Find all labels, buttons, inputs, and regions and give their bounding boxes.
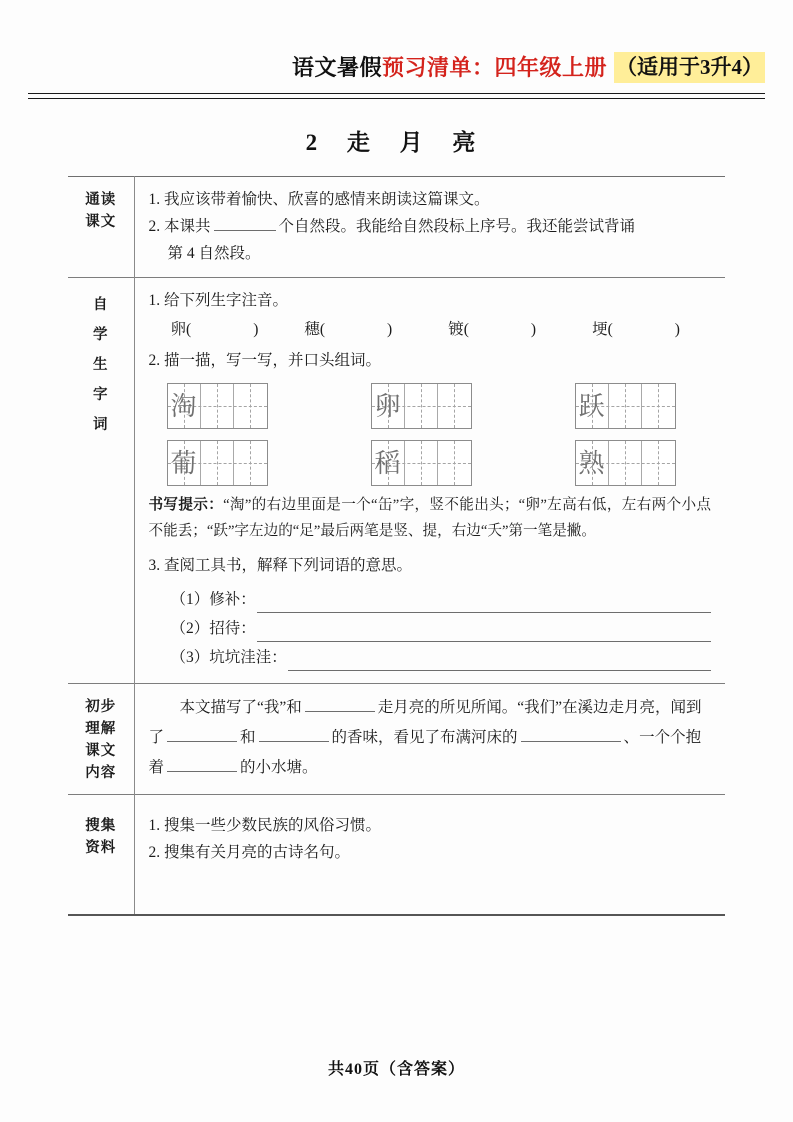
worksheet-table [68,176,725,916]
definition-row [149,615,718,642]
cloze-text: 一个个抱着 [148,729,702,776]
character-grid[interactable] [371,383,472,429]
fill-blank[interactable] [214,213,276,231]
fill-blank[interactable] [167,724,237,742]
question-trace-prompt: 2. 描一描，写一写，并口头组词。 [148,352,382,369]
row-label-zixue [68,278,134,684]
definition-label: （3）坑坑洼洼： [170,649,287,666]
header-badge: （适用于3升4） [614,52,765,83]
grid-row [167,383,718,429]
row-label-line: 生 [93,357,109,373]
character-grid[interactable] [575,440,676,486]
row-label-line: 课文 [85,743,117,759]
pinyin-item[interactable]: 镀( ) [448,321,537,338]
table-row [68,684,725,795]
spacer [392,316,448,343]
fill-blank[interactable] [167,754,237,772]
grid-cell[interactable] [609,384,642,428]
definition-answer-blank[interactable] [257,594,711,613]
row-label-line: 通读 [85,192,117,208]
definition-answer-blank[interactable] [257,623,711,642]
question-item: 2. 搜集有关月亮的古诗名句。 [148,844,351,861]
writing-tips [149,492,718,544]
question-item: 第 4 自然段。 [167,245,261,262]
row-label-line: 理解 [85,721,117,737]
grid-character: 淘 [170,391,197,421]
spacer [472,383,575,429]
header-double-rule [28,93,765,99]
pinyin-answer-row [149,316,718,343]
row-label-line: 课文 [85,214,117,230]
row-label-line: 初步 [85,699,117,715]
grid-cell[interactable] [642,441,675,485]
question-text-part: 个自然段。我能给自然段标上序号。我还能尝试背诵 [278,218,636,235]
character-practice-grids [149,383,718,486]
question-item: 1. 搜集一些少数民族的风俗习惯。 [148,817,382,834]
fill-blank[interactable] [259,724,329,742]
pinyin-item[interactable]: 穗( ) [304,321,393,338]
definition-label: （1）修补： [170,591,256,608]
pinyin-char: 穗 [304,321,320,338]
pinyin-item[interactable]: 卵( ) [170,321,259,338]
grid-cell[interactable] [201,384,234,428]
row-label-line: 学 [93,327,109,343]
row-label-lijie [68,684,134,795]
grid-cell[interactable] [201,441,234,485]
writing-tips-text: “淘”的右边里面是一个“缶”字，竖不能出头；“卵”左高右低，左右两个小点不能丢；“跃”字左边的“足”最后两笔是竖、提，右边“夭”第一笔是撇。 [148,497,711,539]
spacer [268,440,371,486]
grid-cell[interactable] [372,441,405,485]
row-body-tongdu [134,177,725,278]
grid-row [167,440,718,486]
writing-tips-label: 书写提示： [148,497,224,513]
table-row [68,177,725,278]
grid-character: 跃 [578,391,605,421]
question-text-part: 2. 本课共 [148,218,211,235]
row-body-zixue [134,278,725,684]
definition-label: （2）招待： [170,620,256,637]
question-definition-prompt: 3. 查阅工具书，解释下列词语的意思。 [148,557,413,574]
definition-row [149,586,718,613]
spacer [536,316,592,343]
cloze-text: 的香味，看见了布满河床的 [331,729,518,746]
header-title-red: 预习清单：四年级上册 [381,54,607,80]
grid-cell[interactable] [576,384,609,428]
grid-cell[interactable] [576,441,609,485]
page-header [0,52,793,83]
grid-cell[interactable] [168,441,201,485]
page-title: 2 走 月 亮 [305,130,488,155]
grid-character: 稻 [374,448,401,478]
definition-list [149,586,718,671]
header-title [292,53,607,83]
pinyin-char: 卵 [170,321,187,338]
cloze-text: 亮，闻到了 [148,699,702,746]
spacer [268,383,371,429]
pinyin-char: 埂 [592,321,608,338]
row-label-line: 内容 [85,765,117,781]
cloze-text: 走月亮的所见所闻。“我们”在溪边走月 [377,699,640,716]
row-label-line: 词 [93,417,109,433]
grid-cell[interactable] [438,384,471,428]
cloze-text: 的小水塘。 [240,759,318,776]
grid-cell[interactable] [234,441,267,485]
definition-row [149,644,718,671]
grid-cell[interactable] [372,384,405,428]
row-label-soujie [68,795,134,916]
row-body-soujie [134,795,725,916]
fill-blank[interactable] [305,694,375,712]
grid-character: 熟 [578,448,605,478]
spacer [258,316,304,343]
header-title-black: 语文暑假 [291,54,382,80]
row-label-line: 搜集 [85,818,117,834]
row-label-line: 资料 [85,840,117,856]
character-grid[interactable] [167,383,268,429]
row-body-lijie [134,684,725,795]
spacer [472,440,575,486]
character-grid[interactable] [575,383,676,429]
grid-cell[interactable] [405,441,438,485]
grid-cell[interactable] [438,441,471,485]
page-footer: 共40页（含答案） [327,1061,465,1078]
cloze-paragraph [149,693,718,783]
table-row [68,795,725,916]
question-pinyin-prompt: 1. 给下列生字注音。 [148,292,289,309]
grid-cell[interactable] [609,441,642,485]
grid-cell[interactable] [234,384,267,428]
grid-cell[interactable] [168,384,201,428]
grid-character: 卵 [374,391,401,421]
cloze-text: 、 [623,729,640,746]
character-grid[interactable] [167,440,268,486]
question-item: 1. 我应该带着愉快、欣喜的感情来朗读这篇课文。 [148,191,490,208]
pinyin-char: 镀 [448,321,464,338]
question-item [149,213,718,240]
cloze-text: 本文描写了“我”和 [179,699,302,716]
grid-character: 葡 [170,448,197,478]
row-label-line: 字 [93,387,109,403]
fill-blank[interactable] [521,724,621,742]
definition-answer-blank[interactable] [288,652,711,671]
table-row [68,278,725,684]
pinyin-item[interactable]: 埂( ) [592,321,680,338]
row-label-line: 自 [93,297,109,313]
row-label-tongdu [68,177,134,278]
grid-cell[interactable] [642,384,675,428]
cloze-text: 和 [240,729,256,746]
character-grid[interactable] [371,440,472,486]
grid-cell[interactable] [405,384,438,428]
